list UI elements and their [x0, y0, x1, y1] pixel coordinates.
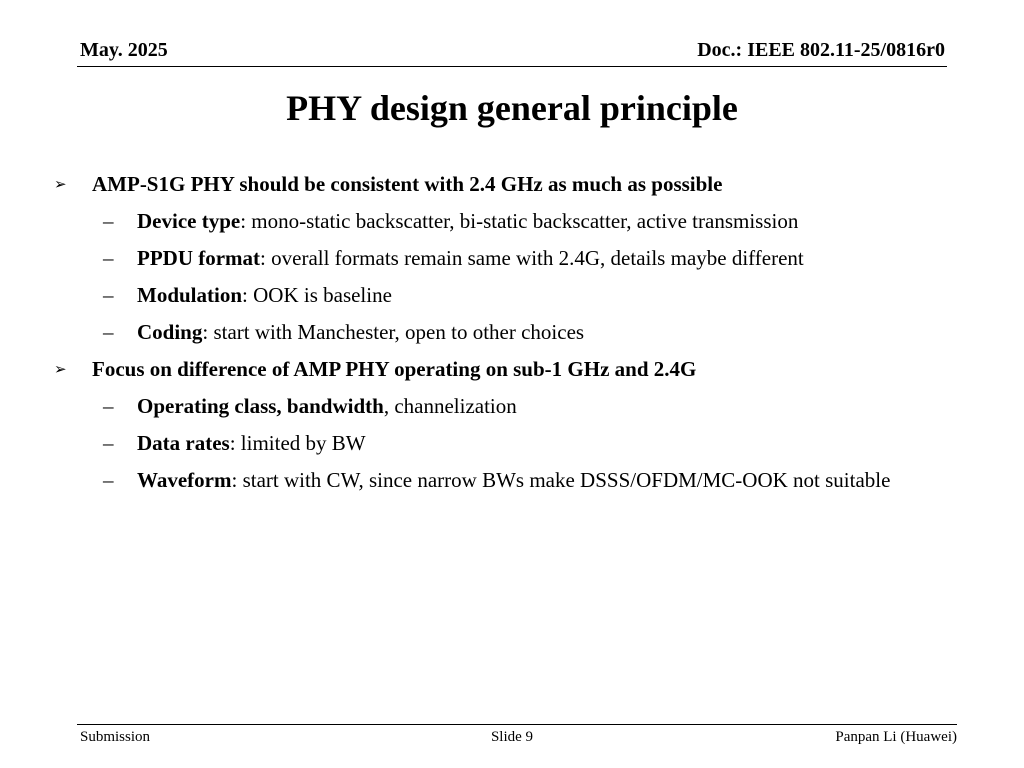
- arrow-bullet-icon: ➢: [54, 360, 67, 378]
- sub-bullet-coding: [0, 317, 1024, 348]
- sub-bullet-device-type: [0, 206, 1024, 237]
- sub-bullet-text: , channelization: [383, 394, 517, 418]
- footer-author: Panpan Li (Huawei): [835, 729, 957, 745]
- dash-bullet-icon: –: [103, 209, 114, 233]
- sub-bullet-waveform: [0, 465, 1024, 496]
- dash-bullet-icon: –: [103, 468, 114, 492]
- bullet-2: [0, 354, 1024, 385]
- sub-bullet-text: : start with CW, since narrow BWs make DSSS/OFDM/MC-OOK not suitable: [231, 468, 891, 492]
- footer-divider: [77, 724, 957, 725]
- sub-bullet-operating-class: [0, 391, 1024, 422]
- bullet-1: [0, 169, 1024, 200]
- sub-bullet-text: : start with Manchester, open to other choices: [202, 320, 585, 344]
- bullet-2-text: Focus on difference of AMP PHY operating on sub-1 GHz and 2.4G: [92, 357, 697, 381]
- dash-bullet-icon: –: [103, 431, 114, 455]
- dash-bullet-icon: –: [103, 283, 114, 307]
- sub-bullet-text: : mono-static backscatter, bi-static backscatter, active transmission: [240, 209, 799, 233]
- sub-bullet-text: : OOK is baseline: [242, 283, 392, 307]
- bullet-1-text: AMP-S1G PHY should be consistent with 2.4 GHz as much as possible: [92, 172, 723, 196]
- footer-slide-number: Slide 9: [490, 729, 534, 745]
- sub-bullet-ppdu-format: [0, 243, 1024, 274]
- dash-bullet-icon: –: [103, 320, 114, 344]
- header-divider: [77, 66, 947, 67]
- slide-body: [0, 169, 1024, 502]
- dash-bullet-icon: –: [103, 394, 114, 418]
- sub-bullet-key: Device type: [137, 209, 241, 233]
- arrow-bullet-icon: ➢: [54, 175, 67, 193]
- sub-bullet-key: Waveform: [137, 468, 232, 492]
- sub-bullet-modulation: [0, 280, 1024, 311]
- slide-title: PHY design general principle: [286, 88, 738, 128]
- sub-bullet-key: Data rates: [137, 431, 230, 455]
- header-doc-id: Doc.: IEEE 802.11-25/0816r0: [697, 39, 945, 61]
- sub-bullet-key: Modulation: [137, 283, 243, 307]
- sub-bullet-key: Coding: [137, 320, 203, 344]
- sub-bullet-key: Operating class, bandwidth: [137, 394, 384, 418]
- footer-submission: Submission: [80, 729, 151, 745]
- dash-bullet-icon: –: [103, 246, 114, 270]
- sub-bullet-data-rates: [0, 428, 1024, 459]
- sub-bullet-text: : overall formats remain same with 2.4G, details maybe different: [260, 246, 804, 270]
- sub-bullet-text: : limited by BW: [229, 431, 366, 455]
- header-date: May. 2025: [80, 39, 168, 61]
- sub-bullet-key: PPDU format: [137, 246, 261, 270]
